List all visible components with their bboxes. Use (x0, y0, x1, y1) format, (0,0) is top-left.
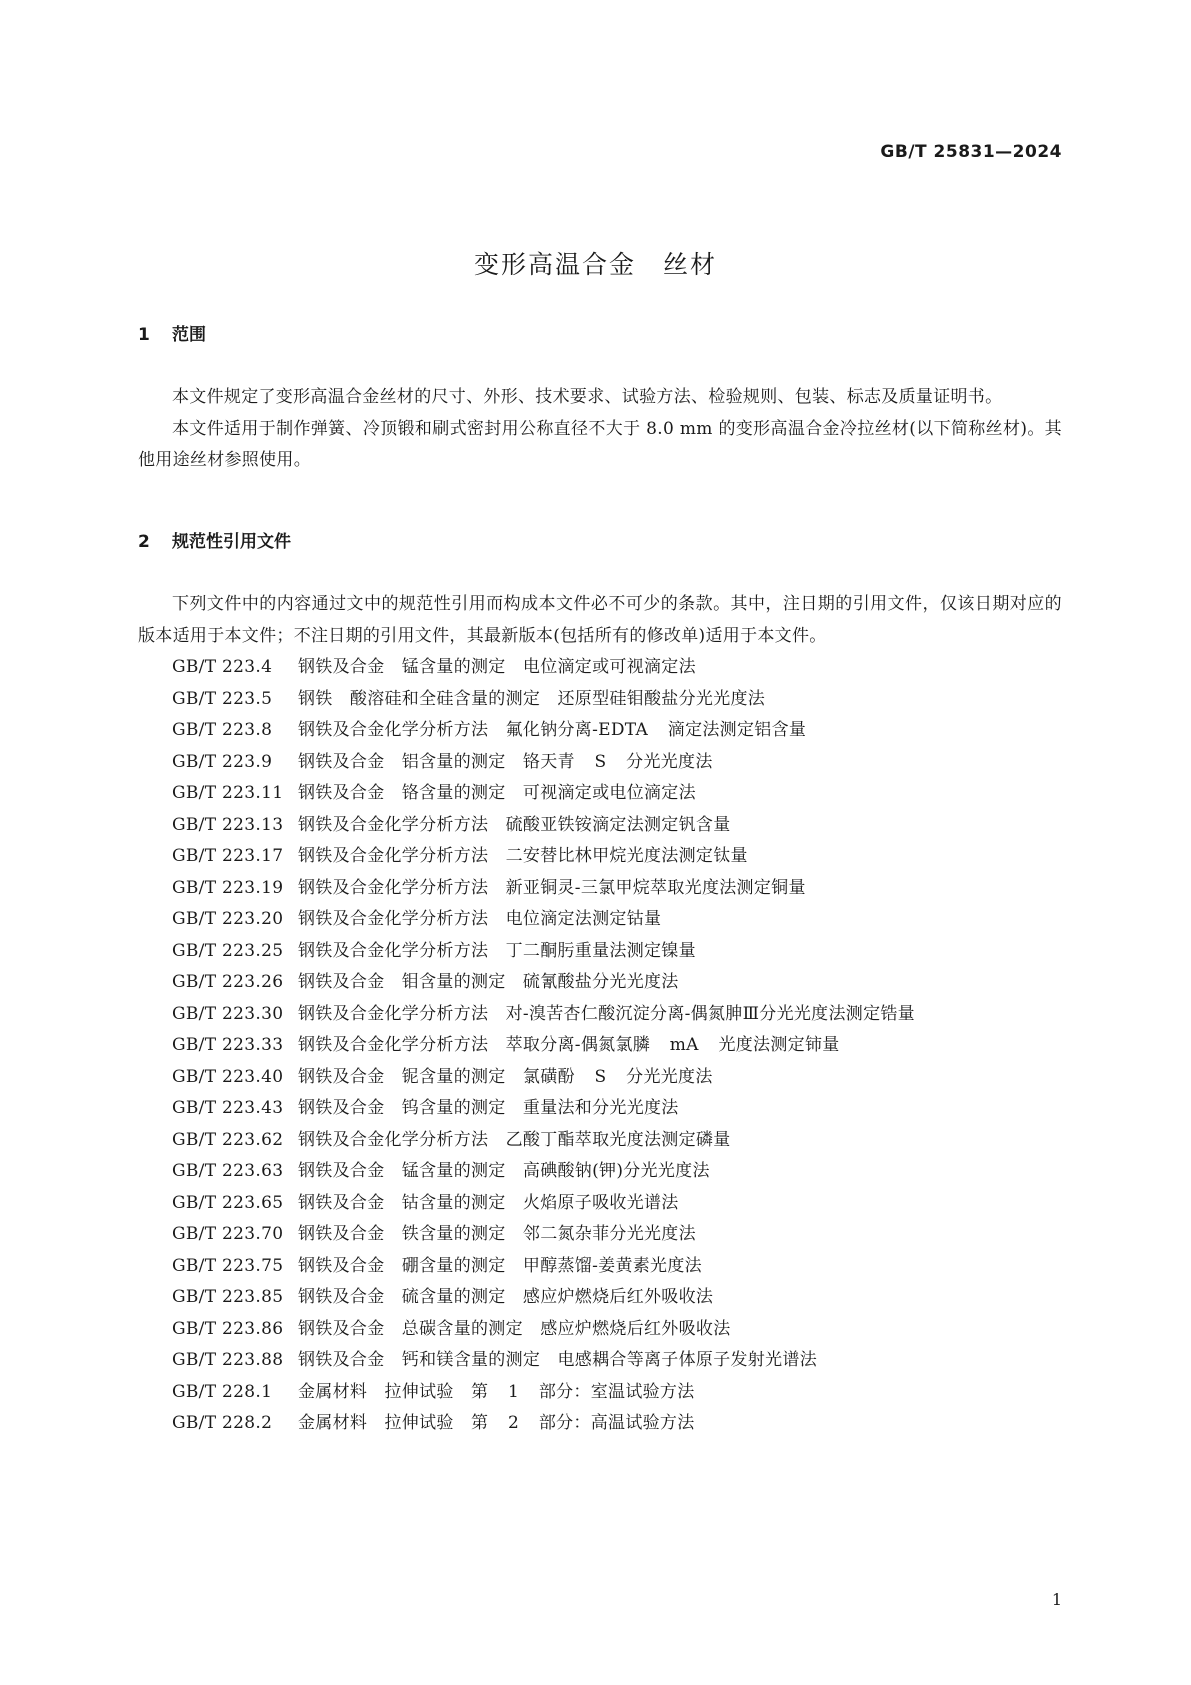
reference-code: GB/T 223.40 (172, 1066, 284, 1087)
reference-item (138, 1251, 1062, 1283)
section-scope (138, 318, 1062, 477)
section-heading-references (138, 525, 1062, 559)
references-intro: 下列文件中的内容通过文中的规范性引用而构成本文件必不可少的条款。其中，注日期的引用文件，仅该日期对应的版本适用于本文件；不注日期的引用文件，其最新版本(包括所有的修改单)适用于本文件。 (138, 594, 1062, 646)
reference-title: 钢铁及合金 锰含量的测定 电位滴定或可视滴定法 (298, 657, 696, 677)
reference-item (138, 1156, 1062, 1188)
reference-item (138, 1093, 1062, 1125)
section-heading-scope (138, 318, 1062, 352)
reference-item (138, 1345, 1062, 1377)
reference-code: GB/T 223.17 (172, 846, 284, 866)
reference-code: GB/T 223.63 (172, 1161, 284, 1181)
reference-code: GB/T 223.88 (172, 1350, 284, 1370)
reference-item (138, 1219, 1062, 1251)
section-title: 规范性引用文件 (172, 532, 291, 552)
reference-title: 钢铁及合金 铬含量的测定 可视滴定或电位滴定法 (298, 783, 696, 803)
reference-code: GB/T 223.26 (172, 972, 284, 992)
reference-code: GB/T 223.5 (172, 688, 273, 709)
reference-code: GB/T 223.85 (172, 1287, 284, 1307)
reference-title: 钢铁及合金 锰含量的测定 高碘酸钠(钾)分光光度法 (298, 1161, 710, 1181)
reference-item (138, 1030, 1062, 1062)
reference-item (138, 1282, 1062, 1314)
reference-code: GB/T 223.8 (172, 720, 273, 740)
reference-title: 钢铁及合金化学分析方法 氟化钠分离-EDTA 滴定法测定铝含量 (298, 720, 807, 740)
document-code: GB/T 25831—2024 (880, 142, 1062, 162)
reference-item (138, 936, 1062, 968)
reference-title: 钢铁及合金化学分析方法 电位滴定法测定钴量 (298, 909, 662, 929)
paragraph: 本文件适用于制作弹簧、冷顶锻和刷式密封用公称直径不大于 8.0 mm 的变形高温合金冷拉丝材(以下简称丝材)。其他用途丝材参照使用。 (138, 418, 1062, 470)
reference-code: GB/T 228.1 (172, 1381, 273, 1402)
reference-title: 金属材料 拉伸试验 第 2 部分：高温试验方法 (298, 1413, 695, 1433)
reference-item (138, 747, 1062, 779)
reference-title: 钢铁及合金化学分析方法 对-溴苦杏仁酸沉淀分离-偶氮胂Ⅲ分光光度法测定锆量 (298, 1003, 915, 1024)
reference-item (138, 810, 1062, 842)
reference-code: GB/T 223.33 (172, 1035, 284, 1055)
reference-title: 钢铁及合金化学分析方法 丁二酮肟重量法测定镍量 (298, 940, 696, 961)
reference-title: 钢铁及合金 钼含量的测定 硫氰酸盐分光光度法 (298, 972, 679, 992)
reference-code: GB/T 223.30 (172, 1003, 284, 1024)
section-title: 范围 (172, 325, 206, 345)
reference-item (138, 904, 1062, 936)
reference-item (138, 1125, 1062, 1157)
reference-item (138, 1377, 1062, 1409)
reference-item (138, 684, 1062, 716)
reference-item (138, 715, 1062, 747)
reference-title: 钢铁及合金化学分析方法 硫酸亚铁铵滴定法测定钒含量 (298, 814, 731, 835)
reference-item (138, 999, 1062, 1031)
reference-code: GB/T 223.13 (172, 814, 284, 835)
reference-list (138, 652, 1062, 1440)
reference-title: 钢铁 酸溶硅和全硅含量的测定 还原型硅钼酸盐分光光度法 (298, 688, 766, 709)
reference-title: 钢铁及合金 铌含量的测定 氯磺酚 S 分光光度法 (298, 1066, 713, 1087)
reference-item (138, 1188, 1062, 1220)
reference-item (138, 778, 1062, 810)
reference-code: GB/T 223.70 (172, 1224, 284, 1244)
reference-item (138, 652, 1062, 684)
reference-title: 钢铁及合金 总碳含量的测定 感应炉燃烧后红外吸收法 (298, 1318, 731, 1339)
reference-code: GB/T 223.75 (172, 1255, 284, 1276)
reference-title: 钢铁及合金化学分析方法 二安替比林甲烷光度法测定钛量 (298, 846, 748, 866)
reference-item (138, 841, 1062, 873)
reference-code: GB/T 228.2 (172, 1413, 273, 1433)
reference-title: 钢铁及合金 钙和镁含量的测定 电感耦合等离子体原子发射光谱法 (298, 1350, 817, 1370)
reference-code: GB/T 223.86 (172, 1318, 284, 1339)
reference-title: 金属材料 拉伸试验 第 1 部分：室温试验方法 (298, 1381, 695, 1402)
reference-title: 钢铁及合金 铝含量的测定 铬天青 S 分光光度法 (298, 751, 713, 772)
reference-title: 钢铁及合金 钨含量的测定 重量法和分光光度法 (298, 1098, 679, 1118)
paragraph: 本文件规定了变形高温合金丝材的尺寸、外形、技术要求、试验方法、检验规则、包装、标志及质量证明书。 (172, 387, 1003, 407)
reference-code: GB/T 223.19 (172, 877, 284, 898)
page-number: 1 (1051, 1590, 1062, 1609)
reference-title: 钢铁及合金 硼含量的测定 甲醇蒸馏-姜黄素光度法 (298, 1255, 702, 1276)
document-title: 变形高温合金 丝材 (473, 250, 717, 279)
reference-code: GB/T 223.62 (172, 1129, 284, 1150)
reference-code: GB/T 223.4 (172, 657, 273, 677)
section-number: 1 (138, 325, 150, 345)
reference-item (138, 1408, 1062, 1440)
reference-code: GB/T 223.11 (172, 783, 284, 803)
reference-title: 钢铁及合金 硫含量的测定 感应炉燃烧后红外吸收法 (298, 1287, 714, 1307)
reference-item (138, 873, 1062, 905)
section-normative-references (138, 525, 1062, 1440)
reference-item (138, 1314, 1062, 1346)
reference-code: GB/T 223.43 (172, 1098, 284, 1118)
reference-title: 钢铁及合金 钴含量的测定 火焰原子吸收光谱法 (298, 1192, 679, 1213)
reference-code: GB/T 223.9 (172, 751, 273, 772)
reference-title: 钢铁及合金 铁含量的测定 邻二氮杂菲分光光度法 (298, 1224, 696, 1244)
reference-code: GB/T 223.20 (172, 909, 284, 929)
reference-item (138, 1062, 1062, 1094)
reference-item (138, 967, 1062, 999)
section-number: 2 (138, 532, 150, 552)
reference-title: 钢铁及合金化学分析方法 萃取分离-偶氮氯膦 mA 光度法测定铈量 (298, 1035, 840, 1055)
reference-code: GB/T 223.65 (172, 1192, 284, 1213)
reference-title: 钢铁及合金化学分析方法 新亚铜灵-三氯甲烷萃取光度法测定铜量 (298, 877, 806, 898)
reference-code: GB/T 223.25 (172, 940, 284, 961)
reference-title: 钢铁及合金化学分析方法 乙酸丁酯萃取光度法测定磷量 (298, 1129, 731, 1150)
